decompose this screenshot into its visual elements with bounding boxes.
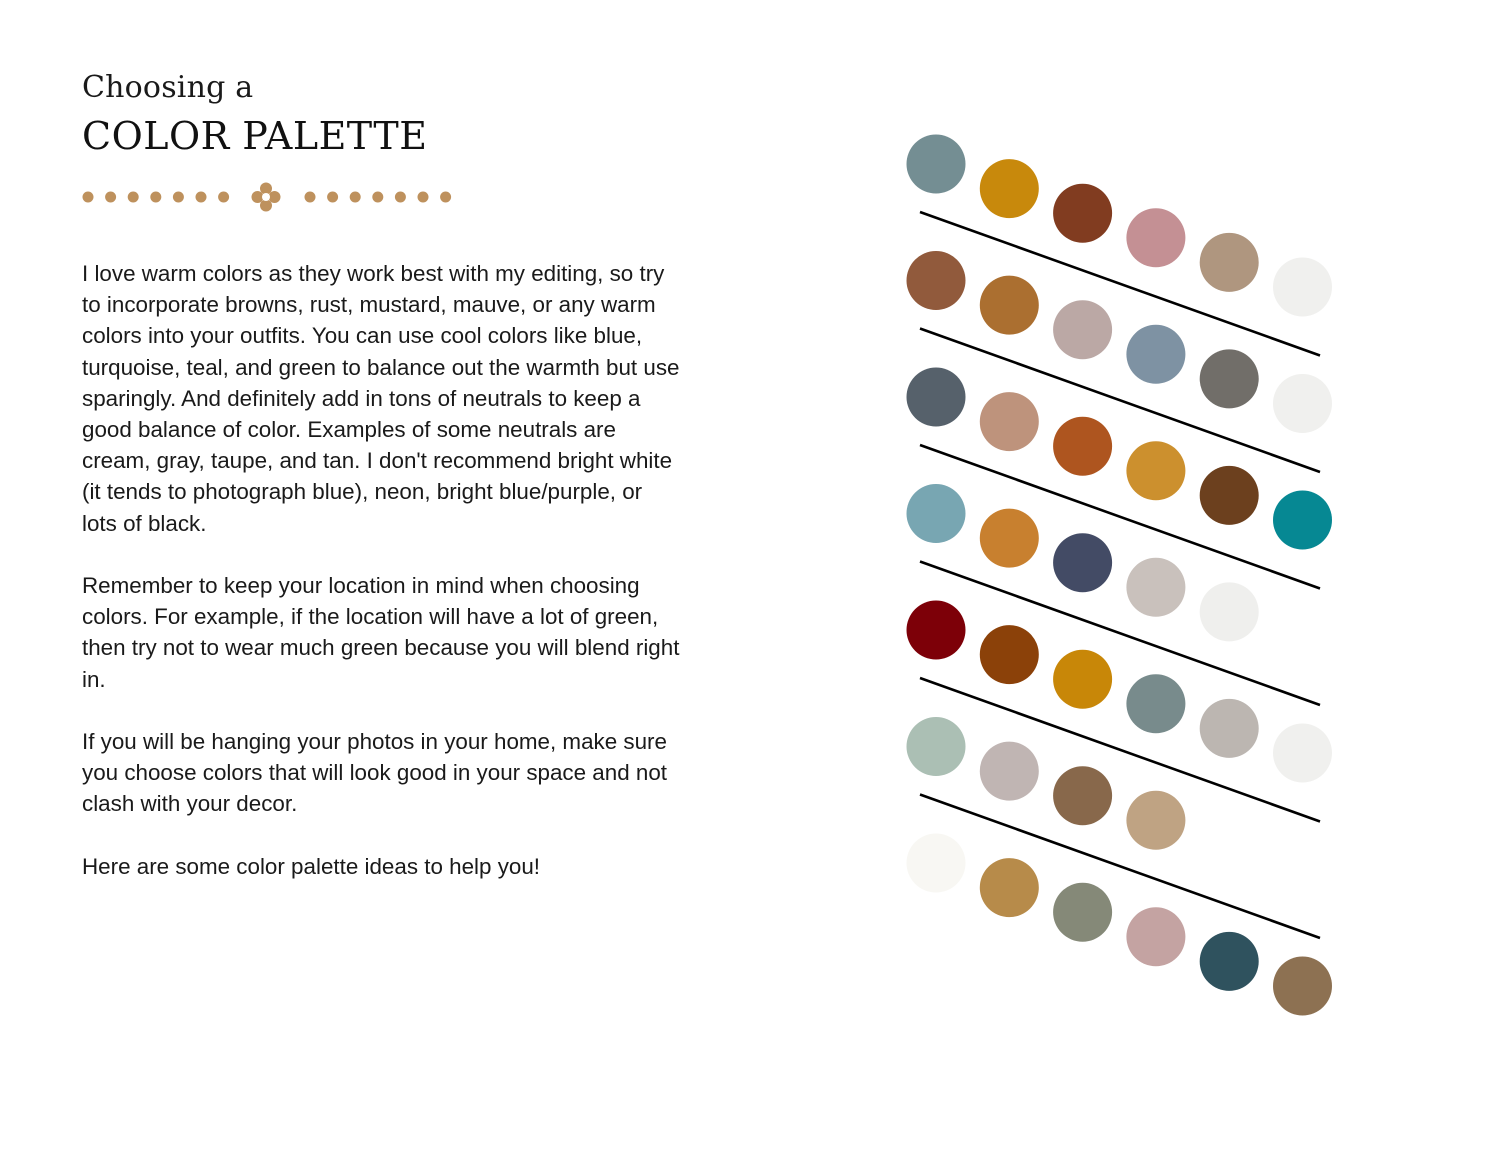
- color-swatch: [1126, 441, 1185, 500]
- divider-ornament: [82, 182, 454, 212]
- color-swatch: [980, 509, 1039, 568]
- color-swatch: [1126, 208, 1185, 267]
- quatrefoil-flourish-icon: [252, 183, 281, 212]
- color-swatch: [980, 392, 1039, 451]
- color-swatch: [980, 858, 1039, 917]
- color-swatch: [1053, 300, 1112, 359]
- color-swatch: [1053, 883, 1112, 942]
- ornament-dot: [418, 192, 429, 203]
- color-swatch: [1053, 650, 1112, 709]
- palette-row: [907, 251, 1333, 433]
- color-swatch: [907, 484, 966, 543]
- page-kicker: Choosing a: [82, 70, 254, 105]
- palette-divider-line: [920, 562, 1320, 706]
- color-swatch: [1200, 932, 1259, 991]
- palette-divider-line: [920, 795, 1320, 939]
- ornament-dot: [218, 192, 229, 203]
- color-swatch: [980, 159, 1039, 218]
- color-swatch: [1126, 325, 1185, 384]
- color-swatch: [907, 717, 966, 776]
- color-swatch: [1053, 417, 1112, 476]
- palette-row: [907, 834, 1333, 1016]
- color-swatch: [907, 135, 966, 194]
- color-swatch: [907, 834, 966, 893]
- divider-dots-right: [305, 192, 452, 203]
- color-swatch: [1053, 533, 1112, 592]
- ornament-dot: [83, 192, 94, 203]
- body-paragraph: If you will be hanging your photos in your home, make sure you choose colors that will look good in your space and not clash with your decor.: [82, 729, 667, 817]
- color-swatch: [980, 625, 1039, 684]
- color-swatch: [1273, 957, 1332, 1016]
- ornament-dot: [440, 192, 451, 203]
- palette-divider-line: [920, 212, 1320, 356]
- palette-row: [907, 717, 1186, 850]
- palette-divider-line: [920, 329, 1320, 473]
- color-swatch: [1200, 466, 1259, 525]
- body-text: [82, 258, 682, 913]
- color-swatch: [1273, 258, 1332, 317]
- color-swatch: [980, 742, 1039, 801]
- color-swatch: [1126, 791, 1185, 850]
- palette-row: [907, 135, 1333, 317]
- color-swatch: [1200, 233, 1259, 292]
- color-swatch: [1273, 491, 1332, 550]
- color-swatch: [1053, 184, 1112, 243]
- ornament-dot: [350, 192, 361, 203]
- ornament-dot: [196, 192, 207, 203]
- color-swatch: [1126, 558, 1185, 617]
- palette-divider-line: [920, 678, 1320, 822]
- page-title: COLOR PALETTE: [82, 114, 428, 158]
- divider-dots-left: [83, 192, 230, 203]
- color-swatch: [1126, 907, 1185, 966]
- color-swatch: [1200, 582, 1259, 641]
- color-swatch: [907, 251, 966, 310]
- color-swatch: [1126, 674, 1185, 733]
- ornament-dot: [327, 192, 338, 203]
- ornament-dot: [150, 192, 161, 203]
- palette-row: [907, 368, 1333, 550]
- color-swatch: [1200, 699, 1259, 758]
- body-paragraph: Remember to keep your location in mind when choosing colors. For example, if the location will have a lot of green, then try not to wear much green because you will blend right in.: [82, 573, 680, 692]
- palette-divider-line: [920, 445, 1320, 589]
- color-swatch: [907, 368, 966, 427]
- ornament-dot: [395, 192, 406, 203]
- ornament-dot: [173, 192, 184, 203]
- ornament-dot: [128, 192, 139, 203]
- ornament-dot: [105, 192, 116, 203]
- body-paragraph: Here are some color palette ideas to help you!: [82, 853, 541, 879]
- color-palette-swatches: [870, 120, 1370, 1040]
- color-swatch: [1273, 374, 1332, 433]
- ornament-dot: [305, 192, 316, 203]
- palette-row: [907, 601, 1333, 783]
- color-swatch: [907, 601, 966, 660]
- color-swatch: [1273, 724, 1332, 783]
- color-swatch: [980, 276, 1039, 335]
- ornament-dot: [372, 192, 383, 203]
- color-swatch: [1053, 766, 1112, 825]
- color-swatch: [1200, 349, 1259, 408]
- body-paragraph: I love warm colors as they work best with my editing, so try to incorporate browns, rust, mustard, mauve, or any warm colors into your outfits. You can use cool colors like blue, turquoise, teal, and green to balance out the warmth but use sparingly. And definitely add in tons of neutrals to keep a good balance of color. Examples of some neutrals are cream, gray, taupe, and tan. I don't recommend bright white (it tends to photograph blue), neon, bright blue/purple, or lots of black.: [82, 261, 680, 536]
